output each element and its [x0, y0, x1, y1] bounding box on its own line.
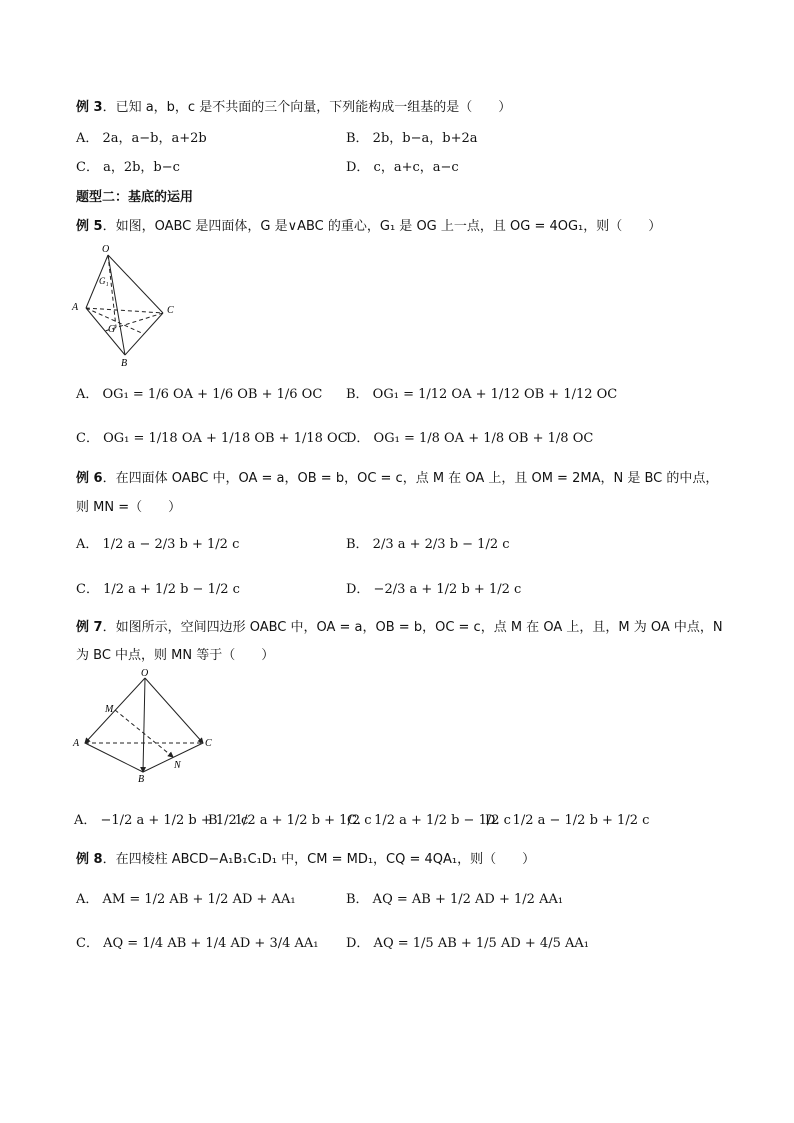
ex5-label-g: G — [108, 324, 116, 335]
ex6-option-a: A． 1/2 a − 2/3 b + 1/2 c — [76, 537, 240, 552]
ex6-option-b: B． 2/3 a + 2/3 b − 1/2 c — [346, 537, 510, 552]
ex5-tetrahedron-figure — [68, 240, 188, 370]
ex7-question-line2: 为 BC 中点，则 MN 等于（ ） — [76, 648, 275, 663]
ex7-tetrahedron-figure — [70, 668, 220, 783]
ex5-label-a: A — [72, 302, 79, 313]
ex5-option-c: C． OG₁ = 1/18 OA + 1/18 OB + 1/18 OC — [76, 431, 348, 446]
ex6-question — [76, 467, 718, 486]
ex6-option-d: D． −2/3 a + 1/2 b + 1/2 c — [346, 582, 522, 597]
ex8-option-b: B． AQ = AB + 1/2 AD + 1/2 AA₁ — [346, 892, 564, 907]
ex5-edge-ab — [86, 308, 125, 355]
ex8-option-c: C． AQ = 1/4 AB + 1/4 AD + 3/4 AA₁ — [76, 936, 319, 951]
ex3-question — [76, 96, 511, 115]
ex6-question-line2: 则 MN =（ ） — [76, 500, 182, 515]
ex8-stem: ．在四棱柱 ABCD−A₁B₁C₁D₁ 中，CM = MD₁，CQ = 4QA₁，则（ ） — [102, 852, 536, 867]
ex5-option-a: A． OG₁ = 1/6 OA + 1/6 OB + 1/6 OC — [76, 387, 323, 402]
ex3-label: 例 3 — [76, 100, 103, 115]
ex6-label: 例 6 — [76, 471, 103, 486]
ex6-stem: ．在四面体 OABC 中，OA = a，OB = b，OC = c，点 M 在 OA 上，且 OM = 2MA，N 是 BC 的中点， — [102, 471, 719, 486]
ex5-question — [76, 215, 661, 234]
ex7-option-c: C． 1/2 a + 1/2 b − 1/2 c — [347, 813, 511, 828]
ex5-edge-ac — [86, 308, 163, 313]
ex8-option-a: A． AM = 1/2 AB + 1/2 AD + AA₁ — [76, 892, 296, 907]
ex3-option-c: C． a，2b，b−c — [76, 160, 180, 175]
ex7-label-c: C — [205, 738, 212, 749]
ex8-option-d: D． AQ = 1/5 AB + 1/5 AD + 4/5 AA₁ — [346, 936, 589, 951]
ex3-option-b: B． 2b，b−a，b+2a — [346, 131, 478, 146]
ex5-label-g1: G₁ — [99, 276, 109, 286]
ex7-label-a: A — [73, 738, 80, 749]
ex3-option-d: D． c，a+c，a−c — [346, 160, 459, 175]
ex7-edge-bc — [143, 743, 203, 772]
ex7-edge-ab — [85, 743, 143, 772]
ex5-label: 例 5 — [76, 219, 103, 234]
ex7-edge-oc — [145, 678, 203, 743]
ex7-label: 例 7 — [76, 620, 103, 635]
ex7-label-n: N — [174, 760, 181, 771]
ex7-option-d: D． 1/2 a − 1/2 b + 1/2 c — [485, 813, 650, 828]
ex7-label-b: B — [138, 774, 145, 783]
ex7-option-b: B． 1/2 a + 1/2 b + 1/2 c — [208, 813, 372, 828]
ex8-question — [76, 848, 535, 867]
ex6-option-c: C． 1/2 a + 1/2 b − 1/2 c — [76, 582, 240, 597]
ex3-stem: ．已知 a，b，c 是不共面的三个向量，下列能构成一组基的是（ ） — [102, 100, 512, 115]
ex5-label-o: O — [102, 244, 110, 255]
ex7-stem: ．如图所示，空间四边形 OABC 中，OA = a，OB = b，OC = c，点 M 在 OA 上，且，M 为 OA 中点，N — [102, 620, 723, 635]
ex7-label-o: O — [141, 668, 149, 679]
section-heading: 题型二：基底的运用 — [76, 190, 194, 205]
ex5-option-b: B． OG₁ = 1/12 OA + 1/12 OB + 1/12 OC — [346, 387, 618, 402]
ex5-stem: ．如图，OABC 是四面体，G 是∨ABC 的重心，G₁ 是 OG 上一点，且 OG = 4OG₁，则（ ） — [102, 219, 662, 234]
ex8-label: 例 8 — [76, 852, 103, 867]
ex7-option-a: A． −1/2 a + 1/2 b + 1/2 c — [74, 813, 249, 828]
ex5-label-c: C — [167, 305, 174, 316]
ex7-edge-ob — [143, 678, 145, 772]
ex5-label-b: B — [121, 358, 128, 369]
ex7-question — [76, 616, 723, 635]
ex3-option-a: A． 2a，a−b，a+2b — [76, 131, 207, 146]
ex7-label-m: M — [105, 704, 114, 715]
ex5-option-d: D． OG₁ = 1/8 OA + 1/8 OB + 1/8 OC — [346, 431, 594, 446]
ex5-segment-og — [108, 255, 116, 327]
